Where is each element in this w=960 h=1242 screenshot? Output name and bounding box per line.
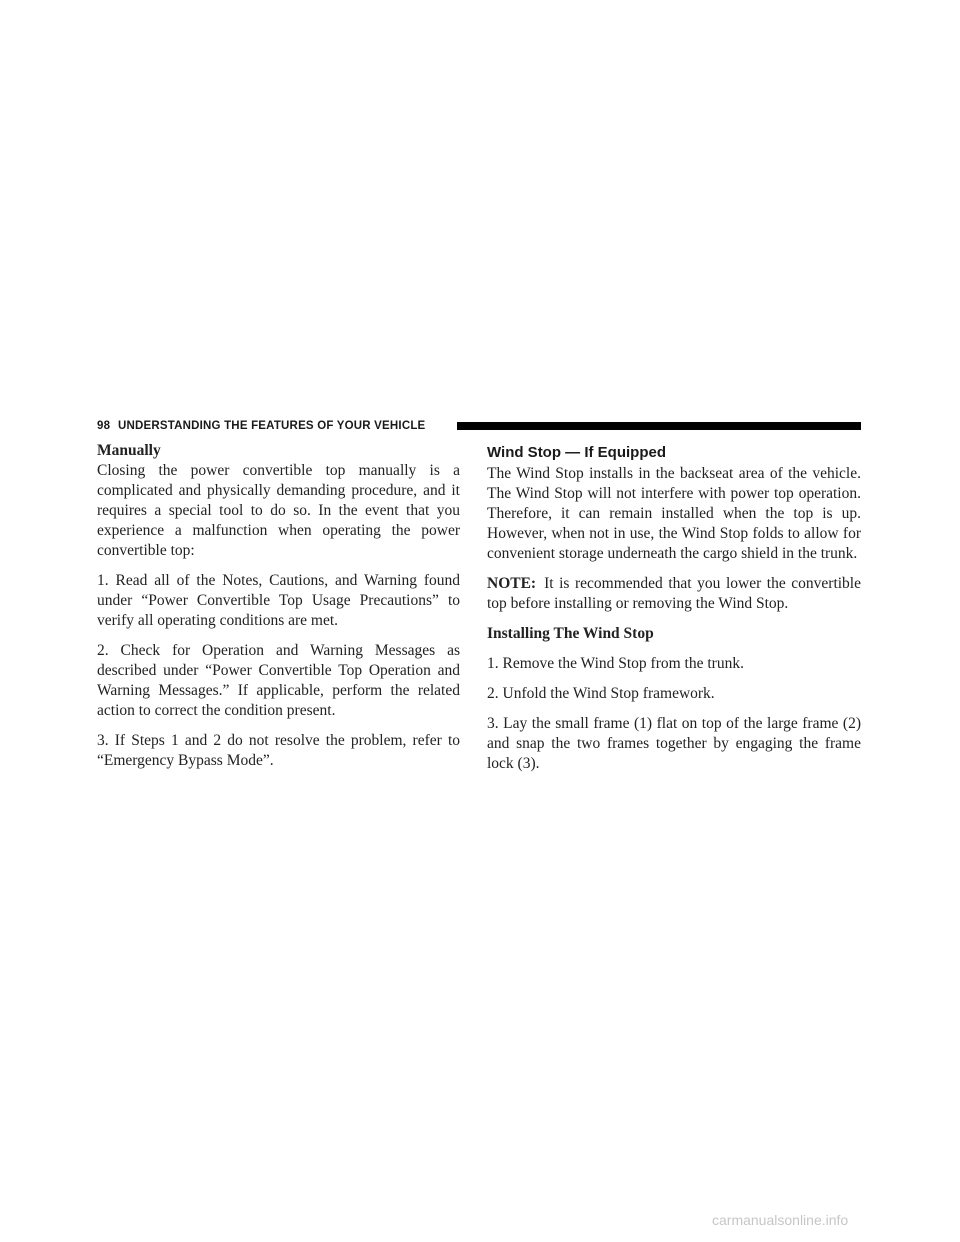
note-paragraph <box>487 574 861 614</box>
left-column <box>97 441 460 781</box>
manual-step-3: 3. If Steps 1 and 2 do not resolve the problem, refer to “Emergency Bypass Mode”. <box>97 732 460 769</box>
watermark: carmanualsonline.info <box>712 1212 849 1228</box>
wind-stop-intro-paragraph: The Wind Stop installs in the backseat area of the vehicle. The Wind Stop will not interfere with power top operation. Therefore, it can remain installed when the top is up. However, when not in use, the Wind Stop folds to allow for convenient storage underneath the cargo shield in the trunk. <box>487 465 861 562</box>
subheading-installing: Installing The Wind Stop <box>487 625 654 642</box>
install-step-2: 2. Unfold the Wind Stop framework. <box>487 685 715 702</box>
subheading-manually: Manually <box>97 442 161 459</box>
running-section-title: UNDERSTANDING THE FEATURES OF YOUR VEHICLE <box>118 420 426 432</box>
section-heading-wind-stop: Wind Stop — If Equipped <box>487 444 667 461</box>
install-step-3: 3. Lay the small frame (1) flat on top of the large frame (2) and snap the two frames together by engaging the frame lock (3). <box>487 715 861 772</box>
note-label: NOTE: <box>487 575 537 592</box>
header-rule <box>457 422 861 430</box>
page-header <box>97 419 861 433</box>
manual-step-2: 2. Check for Operation and Warning Messages as described under “Power Convertible Top Operation and Warning Messages.” If applicable, perform the related action to correct the condition present. <box>97 642 460 719</box>
note-text: It is recommended that you lower the convertible top before installing or removing the Wind Stop. <box>487 575 861 612</box>
manual-intro-paragraph: Closing the power convertible top manually is a complicated and physically demanding procedure, and it requires a special tool to do so. In the event that you experience a malfunction when operating the power convertible top: <box>97 462 460 559</box>
right-column <box>487 441 861 784</box>
manual-step-1: 1. Read all of the Notes, Cautions, and Warning found under “Power Convertible Top Usage Precautions” to verify all operating conditions are met. <box>97 572 460 629</box>
page-number: 98 <box>97 420 111 432</box>
install-step-1: 1. Remove the Wind Stop from the trunk. <box>487 655 744 672</box>
